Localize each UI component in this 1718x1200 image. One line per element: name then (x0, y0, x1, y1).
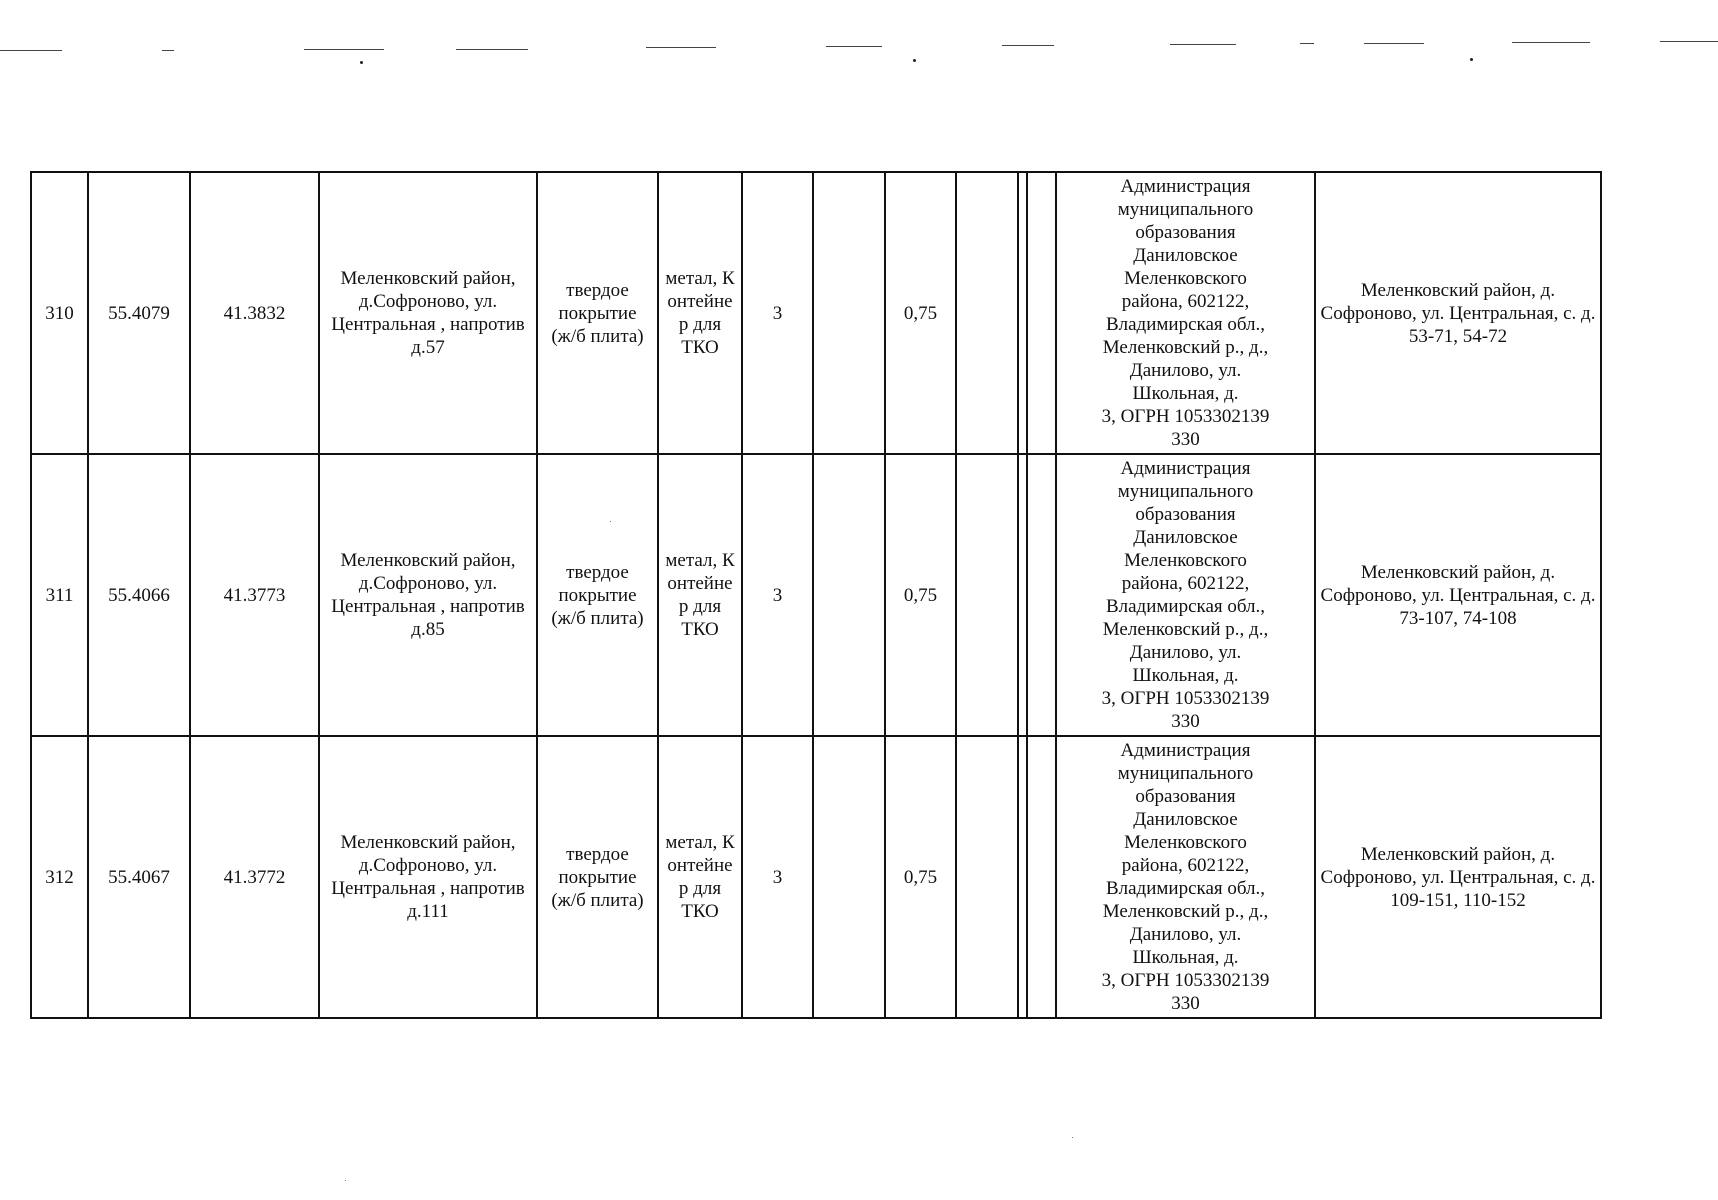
planned-container-count (813, 454, 885, 736)
scan-dot (913, 59, 916, 62)
scan-mark (456, 49, 528, 50)
empty-cell (1018, 172, 1027, 454)
empty-cell (956, 454, 1018, 736)
container-volume: 0,75 (885, 736, 956, 1018)
scan-mark (1512, 42, 1590, 43)
surface-type: твердое покрытие (ж/б плита) (537, 736, 658, 1018)
longitude: 41.3773 (190, 454, 319, 736)
site-owner: Администрация муниципального образования Даниловское Меленковского района, 602122, Владимирская обл., Меленковский р., д., Данилово, ул. Школьная, д. 3, ОГРН 1053302139 330 (1056, 736, 1315, 1018)
empty-cell (1018, 736, 1027, 1018)
served-addresses: Меленковский район, д. Софроново, ул. Центральная, с. д. 109-151, 110-152 (1315, 736, 1601, 1018)
empty-cell (956, 172, 1018, 454)
scan-mark (162, 50, 174, 51)
waste-sites-table (30, 171, 1602, 1019)
planned-container-count (813, 172, 885, 454)
site-number: 310 (31, 172, 88, 454)
scan-mark (1660, 41, 1718, 42)
longitude: 41.3772 (190, 736, 319, 1018)
scan-dot (360, 61, 363, 64)
empty-cell (1027, 736, 1056, 1018)
surface-type: твердое покрытие (ж/б плита) (537, 172, 658, 454)
container-volume: 0,75 (885, 172, 956, 454)
site-owner: Администрация муниципального образования Даниловское Меленковского района, 602122, Владимирская обл., Меленковский р., д., Данилово, ул. Школьная, д. 3, ОГРН 1053302139 330 (1056, 172, 1315, 454)
site-number: 311 (31, 454, 88, 736)
scan-mark (1170, 44, 1236, 45)
table-row (31, 454, 1601, 736)
site-number: 312 (31, 736, 88, 1018)
container-material: метал, К онтейне р для ТКО (658, 454, 742, 736)
latitude: 55.4079 (88, 172, 190, 454)
scan-mark (646, 47, 716, 48)
container-volume: 0,75 (885, 454, 956, 736)
empty-cell (956, 736, 1018, 1018)
container-count: 3 (742, 736, 813, 1018)
site-owner: Администрация муниципального образования Даниловское Меленковского района, 602122, Владимирская обл., Меленковский р., д., Данилово, ул. Школьная, д. 3, ОГРН 1053302139 330 (1056, 454, 1315, 736)
scan-speck (1072, 1137, 1073, 1138)
scan-speck (345, 1180, 346, 1181)
latitude: 55.4066 (88, 454, 190, 736)
served-addresses: Меленковский район, д. Софроново, ул. Центральная, с. д. 73-107, 74-108 (1315, 454, 1601, 736)
scan-mark (1300, 43, 1314, 44)
scan-dot (1470, 58, 1473, 61)
longitude: 41.3832 (190, 172, 319, 454)
site-location: Меленковский район, д.Софроново, ул. Центральная , напротив д.111 (319, 736, 537, 1018)
empty-cell (1027, 172, 1056, 454)
container-material: метал, К онтейне р для ТКО (658, 172, 742, 454)
latitude: 55.4067 (88, 736, 190, 1018)
scan-mark (1002, 45, 1054, 46)
container-count: 3 (742, 454, 813, 736)
container-count: 3 (742, 172, 813, 454)
scan-mark (826, 46, 882, 47)
planned-container-count (813, 736, 885, 1018)
container-material: метал, К онтейне р для ТКО (658, 736, 742, 1018)
site-location: Меленковский район, д.Софроново, ул. Центральная , напротив д.57 (319, 172, 537, 454)
surface-type: твердое покрытие (ж/б плита) (537, 454, 658, 736)
table-row (31, 172, 1601, 454)
empty-cell (1018, 454, 1027, 736)
scan-mark (304, 49, 384, 50)
scan-mark (1364, 43, 1424, 44)
site-location: Меленковский район, д.Софроново, ул. Центральная , напротив д.85 (319, 454, 537, 736)
scan-mark (0, 50, 62, 51)
empty-cell (1027, 454, 1056, 736)
table-row (31, 736, 1601, 1018)
served-addresses: Меленковский район, д. Софроново, ул. Центральная, с. д. 53-71, 54-72 (1315, 172, 1601, 454)
